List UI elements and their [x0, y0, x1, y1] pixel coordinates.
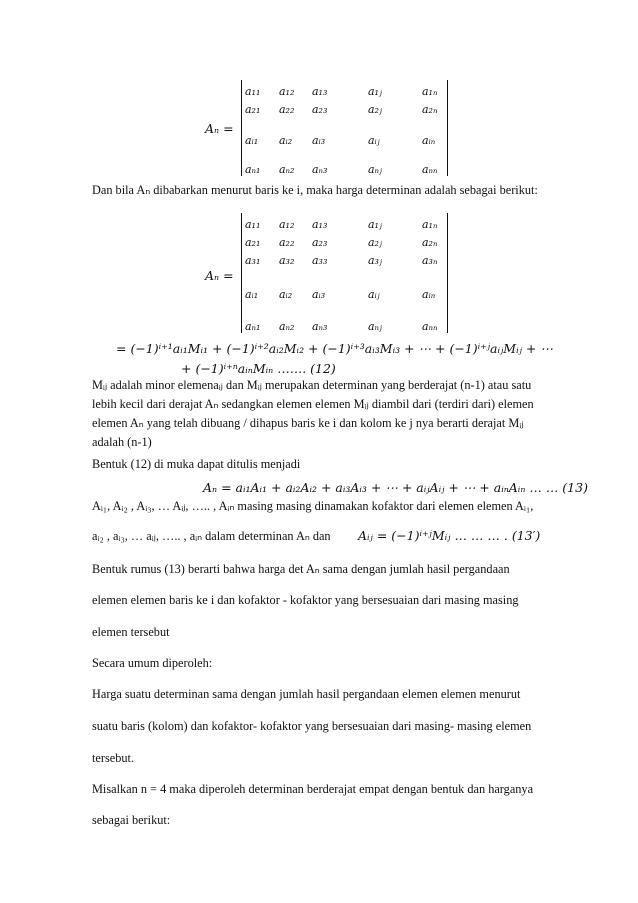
matrix-cell: aᵢⱼ	[368, 134, 380, 147]
matrix-cell: a₁₃	[312, 85, 328, 98]
matrix-cell: a₁ₙ	[422, 218, 438, 231]
matrix-cell: a₂₃	[312, 236, 328, 249]
matrix-cell: a₂ⱼ	[368, 103, 382, 116]
matrix-cell: a₃₁	[245, 254, 261, 267]
matrix-cell: aᵢₙ	[422, 134, 436, 147]
matrix-cell: aₙ₁	[245, 163, 261, 176]
matrix-cell: a₂₁	[245, 236, 261, 249]
matrix-cell: a₂ⱼ	[368, 236, 382, 249]
matrix-cell: a₃ⱼ	[368, 254, 382, 267]
matrix-cell: aᵢ₂	[279, 288, 293, 301]
paragraph-line: elemen tersebut	[92, 625, 170, 639]
matrix2	[241, 213, 448, 333]
matrix-cell: a₂ₙ	[422, 103, 438, 116]
matrix-cell: aₙ₁	[245, 320, 261, 333]
matrix-cell: aᵢ₁	[245, 134, 259, 147]
expansion-formula-line2: + (−1)ⁱ⁺ⁿaᵢₙMᵢₙ ……. (12)	[181, 361, 336, 376]
paragraph-line: Bentuk rumus (13) berarti bahwa harga det Aₙ sama dengan jumlah hasil pergandaan	[92, 562, 510, 576]
paragraph-line: Aᵢ₁, Aᵢ₂ , Aᵢ₃, … Aᵢⱼ, ….. , Aᵢₙ masing masing dinamakan kofaktor dari elemen elemen Aᵢ₁,	[92, 499, 534, 513]
matrix-cell: aₙⱼ	[368, 163, 382, 176]
matrix-cell: a₂ₙ	[422, 236, 438, 249]
paragraph-line: Misalkan n = 4 maka diperoleh determinan berderajat empat dengan bentuk dan harganya	[92, 782, 534, 796]
matrix-cell: aᵢ₃	[312, 134, 326, 147]
paragraph-line: aᵢ₂ , aᵢ₃, … aᵢⱼ, ….. , aᵢₙ dalam determinan Aₙ dan	[92, 529, 331, 543]
matrix-cell: a₃₂	[279, 254, 295, 267]
matrix-cell: aᵢₙ	[422, 288, 436, 301]
paragraph-line: tersebut.	[92, 751, 135, 765]
matrix-cell: aₙⱼ	[368, 320, 382, 333]
matrix-cell: aᵢ₁	[245, 288, 259, 301]
matrix-cell: a₃₃	[312, 254, 328, 267]
matrix-cell: a₁₁	[245, 218, 261, 231]
matrix-cell: a₁ⱼ	[368, 218, 382, 231]
matrix2-label: Aₙ =	[205, 268, 234, 283]
paragraph-line: Mᵢⱼ adalah minor elemenaᵢⱼ dan Mᵢⱼ merupakan determinan yang berderajat (n-1) atau satu	[92, 378, 532, 392]
intro-text: Dan bila Aₙ dibabarkan menurut baris ke i, maka harga determinan adalah sebagai berikut:	[92, 183, 538, 197]
matrix-cell: a₂₂	[279, 236, 295, 249]
paragraph-line: Bentuk (12) di muka dapat ditulis menjadi	[92, 457, 301, 471]
paragraph-line: lebih kecil dari derajat Aₙ sedangkan elemen elemen Mᵢⱼ diambil dari (terdiri dari) elemen	[92, 397, 534, 411]
matrix-cell: aᵢ₂	[279, 134, 293, 147]
matrix-cell: aₙₙ	[422, 320, 438, 333]
matrix-cell: a₁₁	[245, 85, 261, 98]
matrix-cell: a₁₂	[279, 218, 295, 231]
matrix1-label: Aₙ =	[205, 121, 234, 136]
matrix-cell: a₂₂	[279, 103, 295, 116]
matrix1	[241, 80, 448, 176]
matrix-cell: a₁ⱼ	[368, 85, 382, 98]
expansion-formula-line1: = (−1)ⁱ⁺¹aᵢ₁Mᵢ₁ + (−1)ⁱ⁺²aᵢ₂Mᵢ₂ + (−1)ⁱ⁺³aᵢ₃Mᵢ₃ + ⋯ + (−1)ⁱ⁺ʲaᵢⱼMᵢⱼ + ⋯	[116, 341, 553, 356]
matrix-cell: aₙₙ	[422, 163, 438, 176]
matrix-cell: a₁ₙ	[422, 85, 438, 98]
matrix-cell: aₙ₂	[279, 163, 295, 176]
equation-13: Aₙ = aᵢ₁Aᵢ₁ + aᵢ₂Aᵢ₂ + aᵢ₃Aᵢ₃ + ⋯ + aᵢⱼAᵢⱼ + ⋯ + aᵢₙAᵢₙ … … (13)	[203, 480, 588, 495]
paragraph-line: adalah (n-1)	[92, 435, 152, 449]
paragraph-line: suatu baris (kolom) dan kofaktor- kofaktor yang bersesuaian dari masing- masing elemen	[92, 719, 532, 733]
paragraph-line: Harga suatu determinan sama dengan jumlah hasil pergandaan elemen elemen menurut	[92, 687, 521, 701]
matrix-cell: a₁₃	[312, 218, 328, 231]
matrix-cell: a₂₃	[312, 103, 328, 116]
matrix-cell: aᵢⱼ	[368, 288, 380, 301]
paragraph-line: Secara umum diperoleh:	[92, 656, 213, 670]
equation-13-prime: Aᵢⱼ = (−1)ⁱ⁺ʲMᵢⱼ … … … . (13′)	[358, 528, 541, 543]
matrix-cell: aₙ₃	[312, 163, 328, 176]
paragraph-line: elemen Aₙ yang telah dibuang / dihapus baris ke i dan kolom ke j nya berarti derajat Mᵢⱼ	[92, 416, 524, 430]
matrix-cell: a₁₂	[279, 85, 295, 98]
matrix-cell: aₙ₃	[312, 320, 328, 333]
matrix-cell: a₂₁	[245, 103, 261, 116]
matrix-cell: aₙ₂	[279, 320, 295, 333]
paragraph-line: elemen elemen baris ke i dan kofaktor - kofaktor yang bersesuaian dari masing masing	[92, 593, 519, 607]
matrix-cell: a₃ₙ	[422, 254, 438, 267]
matrix-cell: aᵢ₃	[312, 288, 326, 301]
paragraph-line: sebagai berikut:	[92, 813, 171, 827]
